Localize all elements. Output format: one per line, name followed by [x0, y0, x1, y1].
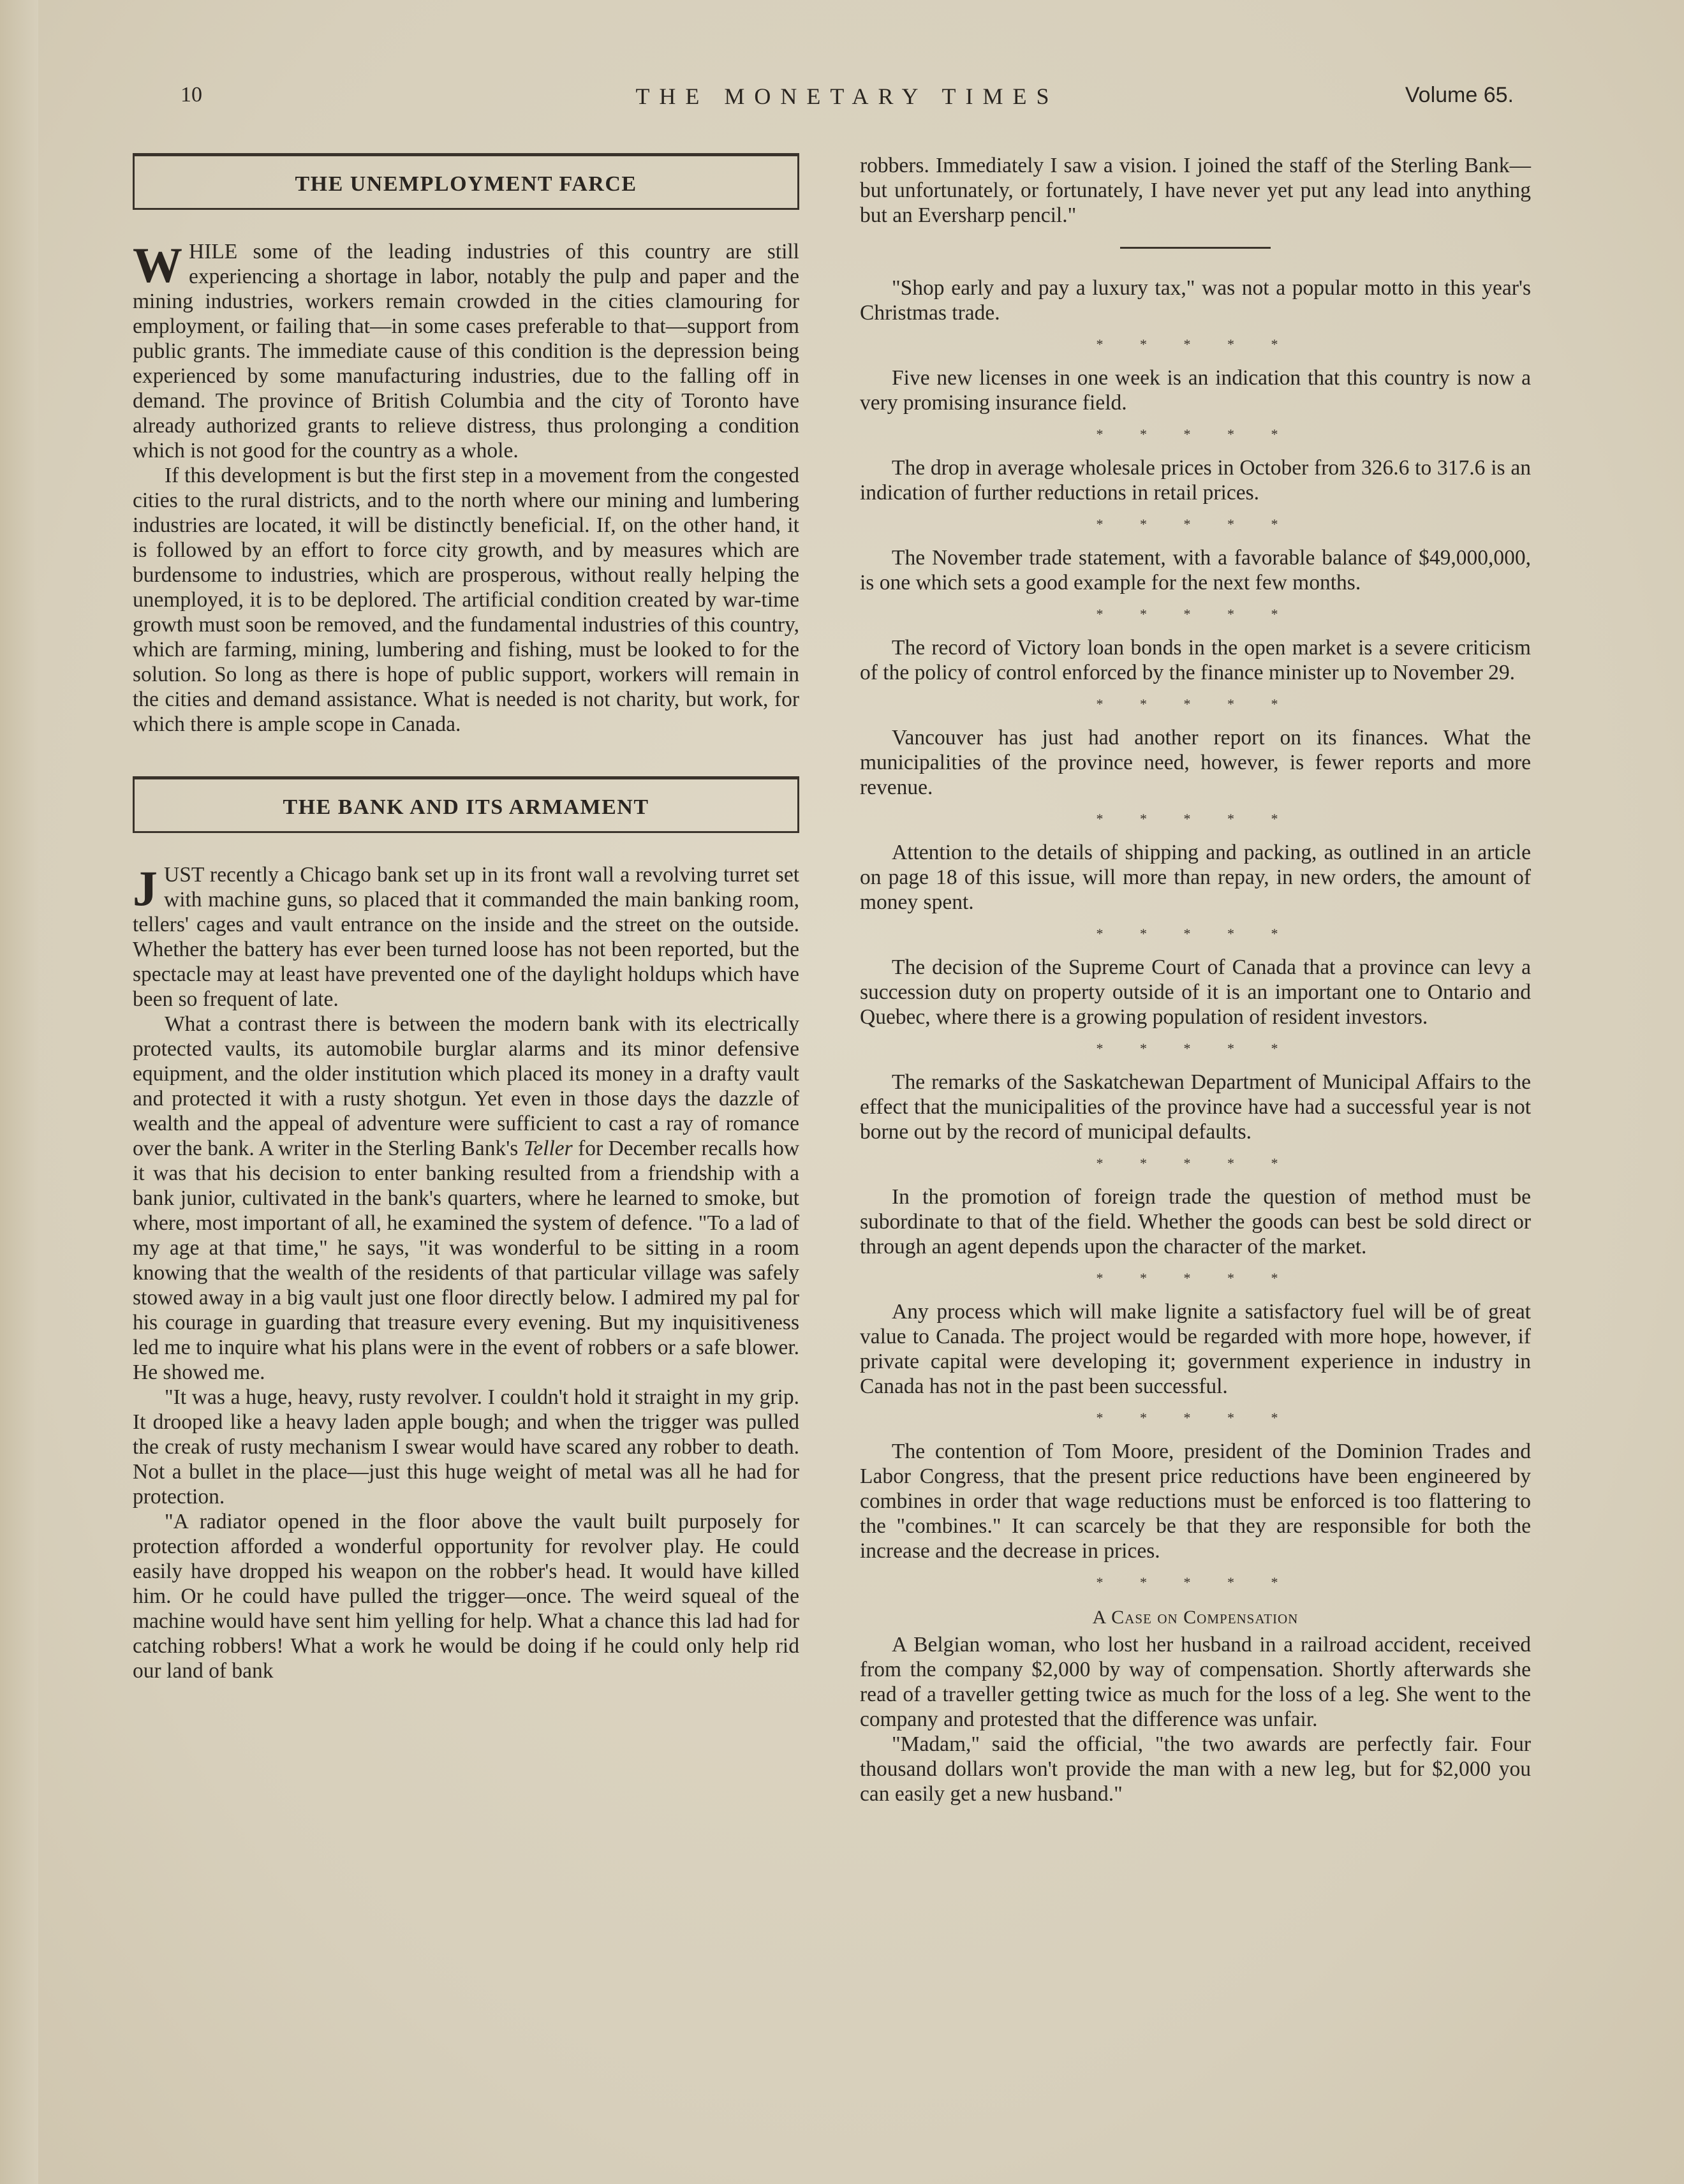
case-paragraph: A Belgian woman, who lost her husband in a railroad accident, received from the company $2,000 by way of compensation. Shortly afterwards she read of a traveller getting twice as much for the loss of a leg. She went to the company and protested that the difference was unfair. — [860, 1633, 1531, 1731]
editorial-note: In the promotion of foreign trade the question of method must be subordinate to that of the field. Whether the goods can best be sold direct or through an agent depends upon the character of the market. — [860, 1185, 1531, 1258]
star-separator: * * * * * — [1096, 1574, 1295, 1590]
article-paragraph: JUST recently a Chicago bank set up in its front wall a revolving turret set with machine guns, so placed that it commanded the main banking room, tellers' cages and vault entrance on the inside and the street on the outside. Whether the battery has ever been turned loose has not been reported, but the spectacle may at least have prevented one of the daylight holdups which have been so frequent of late. — [133, 860, 799, 1011]
case-title: A Case on Compensation — [1092, 1607, 1299, 1628]
article-title-unemployment: THE UNEMPLOYMENT FARCE — [133, 153, 799, 210]
article-paragraph: "A radiator opened in the floor above the vault built purposely for protection afforded a wonderful opportunity for revolver play. He could easily have dropped his weapon on the robber's head. It would have killed him. Or he could have pulled the trigger—once. The weird squeal of the machine would have sent him yelling for help. What a chance this lad had for catching robbers! What a work he would be doing if he could only help rid our land of bank — [133, 1510, 799, 1683]
drop-cap: J — [133, 860, 158, 916]
article-continuation: robbers. Immediately I saw a vision. I joined the staff of the Sterling Bank—but unfortunately, or fortunately, I have never yet put any lead into anything but an Eversharp pencil." — [860, 154, 1531, 227]
editorial-note: Five new licenses in one week is an indication that this country is now a very promising insurance field. — [860, 366, 1531, 415]
star-separator: * * * * * — [1096, 1410, 1295, 1426]
publication-name: Teller — [523, 1137, 573, 1160]
article-title-bank-armament: THE BANK AND ITS ARMAMENT — [133, 776, 799, 833]
masthead-title: THE MONETARY TIMES — [635, 84, 1059, 109]
editorial-note: Vancouver has just had another report on its finances. What the municipalities of the province need, however, is fewer reports and more revenue. — [860, 726, 1531, 799]
section-divider — [1120, 247, 1271, 249]
star-separator: * * * * * — [1096, 1040, 1295, 1056]
drop-cap: W — [133, 237, 182, 293]
star-separator: * * * * * — [1096, 696, 1295, 712]
article-paragraph: "It was a huge, heavy, rusty revolver. I couldn't hold it straight in my grip. It drooped like a heavy laden apple bough; and when the trigger was pulled the creak of rusty mechanism I swear would have scared any robber to death. Not a bullet in the place—just this huge weight of metal was all he had for protection. — [133, 1385, 799, 1509]
star-separator: * * * * * — [1096, 336, 1295, 352]
page-binding-edge — [0, 0, 38, 2184]
star-separator: * * * * * — [1096, 926, 1295, 941]
editorial-note: "Shop early and pay a luxury tax," was not a popular motto in this year's Christmas trade. — [860, 276, 1531, 325]
editorial-notes — [860, 276, 1531, 1563]
article-paragraph: What a contrast there is between the modern bank with its electrically protected vaults, its automobile burglar alarms and its minor defensive equipment, and the older institution which placed its money in a drafty vault and protected it with a rusty shotgun. Yet even in those days the dazzle of wealth and the appeal of adventure were sufficient to cast a ray of romance over the bank. A writer in the Sterling Bank's Teller for December recalls how it was that his decision to enter banking resulted from a friendship with a bank junior, cultivated in the bank's quarters, where he learned to smoke, but where, most important of all, he examined the system of defence. "To a lad of my age at that time," he says, "it was wonderful to be sitting in a room knowing that the wealth of the residents of that particular village was safely stowed away in a big vault just one floor directly below. I admired my pal for his courage in guarding that treasure every evening. But my inquisitiveness led me to inquire what his plans were in the event of robbers or a safe blower. He showed me. — [133, 1012, 800, 1384]
article-paragraph: WHILE some of the leading industries of this country are still experiencing a shortage in labor, notably the pulp and paper and the mining industries, workers remain crowded in the cities clamouring for employment, or failing that—in some cases preferable to that—support from public grants. The immediate cause of this condition is the depression being experienced by some manufacturing industries, due to the falling off in demand. The province of British Columbia and the city of Toronto have already authorized grants to relieve distress, thus prolonging a condition which is not good for the country as a whole. — [133, 237, 799, 462]
editorial-note: The drop in average wholesale prices in October from 326.6 to 317.6 is an indication of further reductions in retail prices. — [860, 456, 1531, 505]
star-separator: * * * * * — [1096, 811, 1295, 827]
page-number: 10 — [181, 83, 202, 107]
running-header — [181, 83, 1514, 119]
volume-label: Volume 65. — [1405, 83, 1514, 107]
editorial-note: Attention to the details of shipping and packing, as outlined in an article on page 18 of this issue, will more than repay, in new orders, the amount of money spent. — [860, 841, 1531, 914]
star-separator: * * * * * — [1096, 1155, 1295, 1171]
editorial-note: The decision of the Supreme Court of Canada that a province can levy a succession duty on property outside of it is an important one to Ontario and Quebec, where there is a growing population of resident investors. — [860, 956, 1531, 1029]
left-column — [133, 153, 799, 1683]
editorial-note: The remarks of the Saskatchewan Department of Municipal Affairs to the effect that the municipalities of the province have had a successful year is not borne out by the record of municipal defaults. — [860, 1070, 1531, 1144]
editorial-note: The November trade statement, with a favorable balance of $49,000,000, is one which sets a good example for the next few months. — [860, 546, 1531, 594]
right-column — [860, 153, 1531, 1806]
star-separator: * * * * * — [1096, 1270, 1295, 1286]
editorial-note: The record of Victory loan bonds in the open market is a severe criticism of the policy of control enforced by the finance minister up to November 29. — [860, 636, 1531, 684]
star-separator: * * * * * — [1096, 516, 1295, 532]
editorial-note: The contention of Tom Moore, president of the Dominion Trades and Labor Congress, that the present price reductions have been engineered by combines in order that wage reductions must be enforced is too flattering to the "combines." It can scarcely be that they are responsible for both the increase and the decrease in prices. — [860, 1440, 1531, 1563]
case-paragraph: "Madam," said the official, "the two awards are perfectly fair. Four thousand dollars won't provide the man with a new leg, but for $2,000 you can easily get a new husband." — [860, 1732, 1531, 1806]
editorial-note: Any process which will make lignite a satisfactory fuel will be of great value to Canada. The project would be regarded with more hope, however, if private capital were developing it; government experience in industry in Canada has not in the past been successful. — [860, 1300, 1531, 1398]
star-separator: * * * * * — [1096, 606, 1295, 622]
article-paragraph: If this development is but the first step in a movement from the congested cities to the rural districts, and to the north where our mining and lumbering industries are located, it will be distinctly beneficial. If, on the other hand, it is followed by an effort to force city growth, and by measures which are burdensome to industries, which are prosperous, without really helping the unemployed, it is to be deplored. The artificial condition created by war-time growth must soon be removed, and the fundamental industries of this country, which are farming, mining, lumbering and fishing, must be looked to for the solution. So long as there is hope of public support, workers will remain in the cities and demand assistance. What is needed is not charity, but work, for which there is ample scope in Canada. — [133, 464, 799, 736]
star-separator: * * * * * — [1096, 426, 1295, 442]
